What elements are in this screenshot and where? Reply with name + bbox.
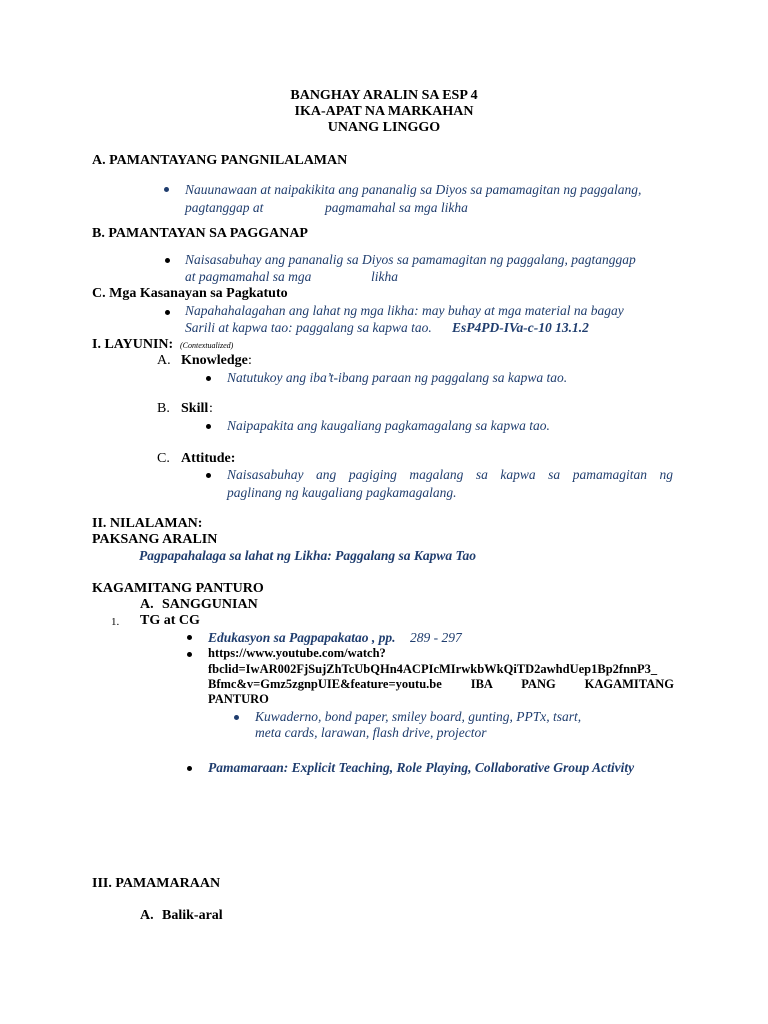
layunin-c-text-line2: paglinang ng kaugaliang pagkamagalang. xyxy=(227,485,457,500)
materials-line1: Kuwaderno, bond paper, smiley board, gunting, PPTx, tsart, xyxy=(255,709,582,724)
bullet-icon xyxy=(206,376,211,381)
layunin-c-letter: C. xyxy=(157,451,170,466)
section-b-text-line1: Naisasabuhay ang pananalig sa Diyos sa pamamagitan ng paggalang, pagtanggap xyxy=(185,252,636,267)
bullet-icon xyxy=(165,310,170,315)
book-reference: Edukasyon sa Pagpapakatao , pp. xyxy=(208,630,396,645)
bullet-icon xyxy=(187,652,192,657)
layunin-c-label: Attitude: xyxy=(181,451,236,466)
url-line2[interactable]: fbclid=IwAR002FjSujZhTcUbQHn4ACPIcMIrwkbWkQiTD2awhdUep1Bp2fnnP3_ xyxy=(208,662,658,676)
layunin-heading: I. LAYUNIN: xyxy=(92,337,174,352)
layunin-a-text: Natutukoy ang iba’t-ibang paraan ng paggalang sa kapwa tao. xyxy=(227,370,568,385)
layunin-note: (Contextualized) xyxy=(180,341,234,350)
section-c-heading: C. Mga Kasanayan sa Pagkatuto xyxy=(92,286,288,301)
materials-line2: meta cards, larawan, flash drive, projector xyxy=(255,725,487,740)
bullet-icon xyxy=(206,473,211,478)
section-b-text-line2a: at pagmamahal sa mga xyxy=(185,269,312,284)
bullet-icon xyxy=(187,766,192,771)
url-line1[interactable]: https://www.youtube.com/watch? xyxy=(208,646,386,660)
layunin-b-letter: B. xyxy=(157,401,170,416)
layunin-a-colon: : xyxy=(248,353,252,368)
section-a-text-line2b: pagmamahal sa mga likha xyxy=(325,200,468,215)
section-a-heading: A. PAMANTAYANG PANGNILALAMAN xyxy=(92,153,348,168)
kagamitan-heading: KAGAMITANG PANTURO xyxy=(92,581,264,596)
paksang-aralin-heading: PAKSANG ARALIN xyxy=(92,532,218,547)
tg-number: 1. xyxy=(111,616,120,628)
url-line4: PANTURO xyxy=(208,692,269,706)
layunin-b-colon: : xyxy=(209,401,213,416)
section-c-text-line2: Sarili at kapwa tao: paggalang sa kapwa tao. xyxy=(185,320,432,335)
paksang-aralin-topic: Pagpapahalaga sa lahat ng Likha: Paggalang sa Kapwa Tao xyxy=(139,548,477,563)
bullet-icon xyxy=(164,187,169,192)
balik-aral-label: Balik-aral xyxy=(162,908,223,923)
book-pages: 289 - 297 xyxy=(410,630,462,645)
doc-title-line1: BANGHAY ARALIN SA ESP 4 xyxy=(290,88,478,103)
layunin-a-label: Knowledge xyxy=(181,353,248,368)
layunin-a-letter: A. xyxy=(157,353,171,368)
section-a-text-line1: Nauunawaan at naipakikita ang pananalig sa Diyos sa pamamagitan ng paggalang, xyxy=(185,182,642,197)
section-b-heading: B. PAMANTAYAN SA PAGGANAP xyxy=(92,226,308,241)
bullet-icon xyxy=(234,715,239,720)
layunin-b-label: Skill xyxy=(181,401,209,416)
bullet-icon xyxy=(187,635,192,640)
section-b-text-line2b: likha xyxy=(371,269,398,284)
pamamaraan-bullet: Pamamaraan: Explicit Teaching, Role Playing, Collaborative Group Activity xyxy=(208,760,635,775)
bullet-icon xyxy=(206,424,211,429)
layunin-c-text-line1: Naisasabuhay ang pagiging magalang sa kapwa sa pamamagitan ng xyxy=(227,467,673,482)
layunin-b-text: Naipapakita ang kaugaliang pagkamagalang sa kapwa tao. xyxy=(227,418,550,433)
sanggunian-heading: SANGGUNIAN xyxy=(162,597,258,612)
doc-title-line2: IKA-APAT NA MARKAHAN xyxy=(294,104,474,119)
nilalaman-heading: II. NILALAMAN: xyxy=(92,516,203,531)
section-c-code: EsP4PD-IVa-c-10 13.1.2 xyxy=(452,320,589,335)
url-line3[interactable]: Bfmc&v=Gmz5zgnpUIE&feature=youtu.be IBA PANG KAGAMITANG xyxy=(208,677,674,691)
bullet-icon xyxy=(165,258,170,263)
balik-aral-letter: A. xyxy=(140,908,154,923)
section-c-text-line1: Napahahalagahan ang lahat ng mga likha: may buhay at mga material na bagay xyxy=(185,303,624,318)
pamamaraan-heading: III. PAMAMARAAN xyxy=(92,876,221,891)
sanggunian-letter: A. xyxy=(140,597,154,612)
section-a-text-line2a: pagtanggap at xyxy=(185,200,264,215)
tg-cg-label: TG at CG xyxy=(140,613,200,628)
doc-title-line3: UNANG LINGGO xyxy=(327,120,441,135)
